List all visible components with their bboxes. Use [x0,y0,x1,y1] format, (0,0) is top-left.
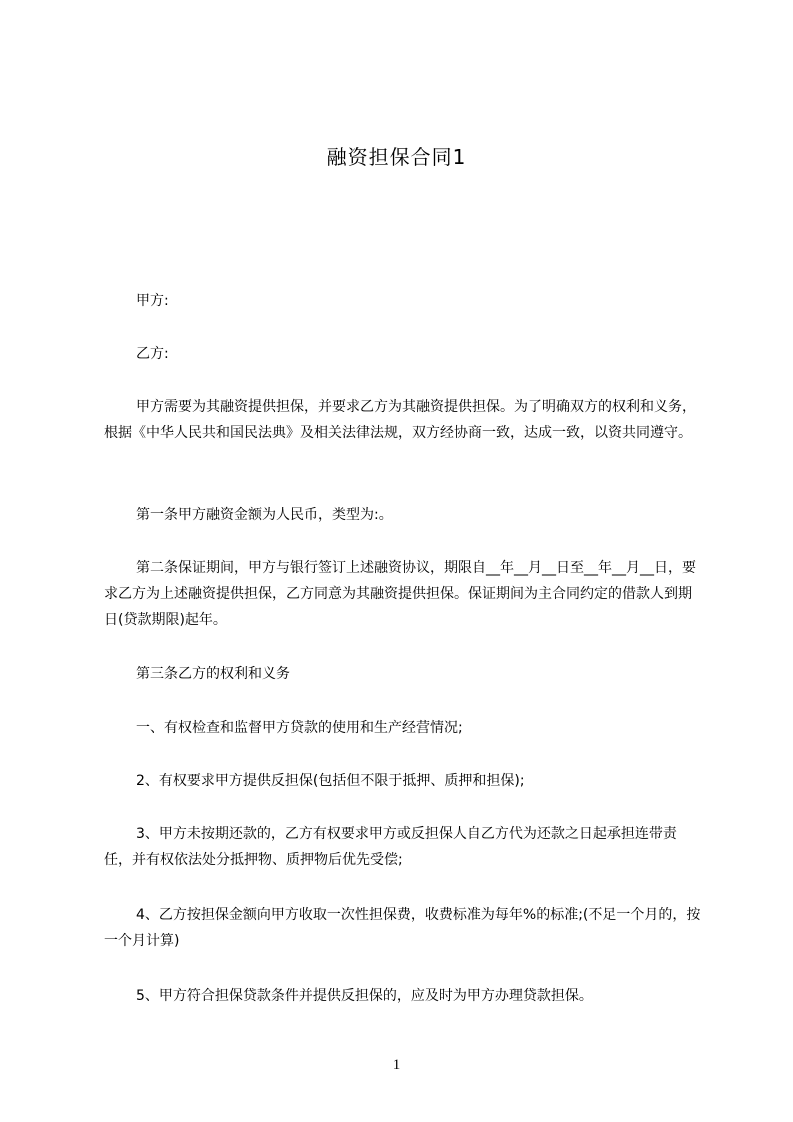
party-a-line: 甲方: [136,293,169,309]
page-number: 1 [392,1057,401,1073]
party-b-line: 乙方: [136,346,169,362]
article-2: 第二条保证期间，甲方与银行签订上述融资协议，期限自__年__月__日至__年__月__日，要求乙方为上述融资提供担保，乙方同意为其融资提供担保。保证期间为主合同约定的借款人到期日(贷款期限)起年。 [104,560,696,628]
article-3-item-3: 3、甲方未按期还款的，乙方有权要求甲方或反担保人自乙方代为还款之日起承担连带责任，并有权依法处分抵押物、质押物后优先受偿; [104,826,677,868]
article-3-item-2: 2、有权要求甲方提供反担保(包括但不限于抵押、质押和担保); [136,773,525,789]
article-3-heading: 第三条乙方的权利和义务 [136,666,290,682]
article-1: 第一条甲方融资金额为人民币，类型为:。 [136,507,393,523]
intro-paragraph: 甲方需要为其融资提供担保，并要求乙方为其融资提供担保。为了明确双方的权利和义务，根据《中华人民共和国民法典》及相关法律法规，双方经协商一致，达成一致，以资共同遵守。 [104,399,696,441]
article-3-item-1: 一、有权检查和监督甲方贷款的使用和生产经营情况; [136,720,463,736]
article-3-item-4: 4、乙方按担保金额向甲方收取一次性担保费，收费标准为每年%的标准;(不足一个月的，按一个月计算) [104,907,701,949]
page-title: 融资担保合同1 [326,145,467,169]
article-3-item-5: 5、甲方符合担保贷款条件并提供反担保的，应及时为甲方办理贷款担保。 [136,988,593,1004]
